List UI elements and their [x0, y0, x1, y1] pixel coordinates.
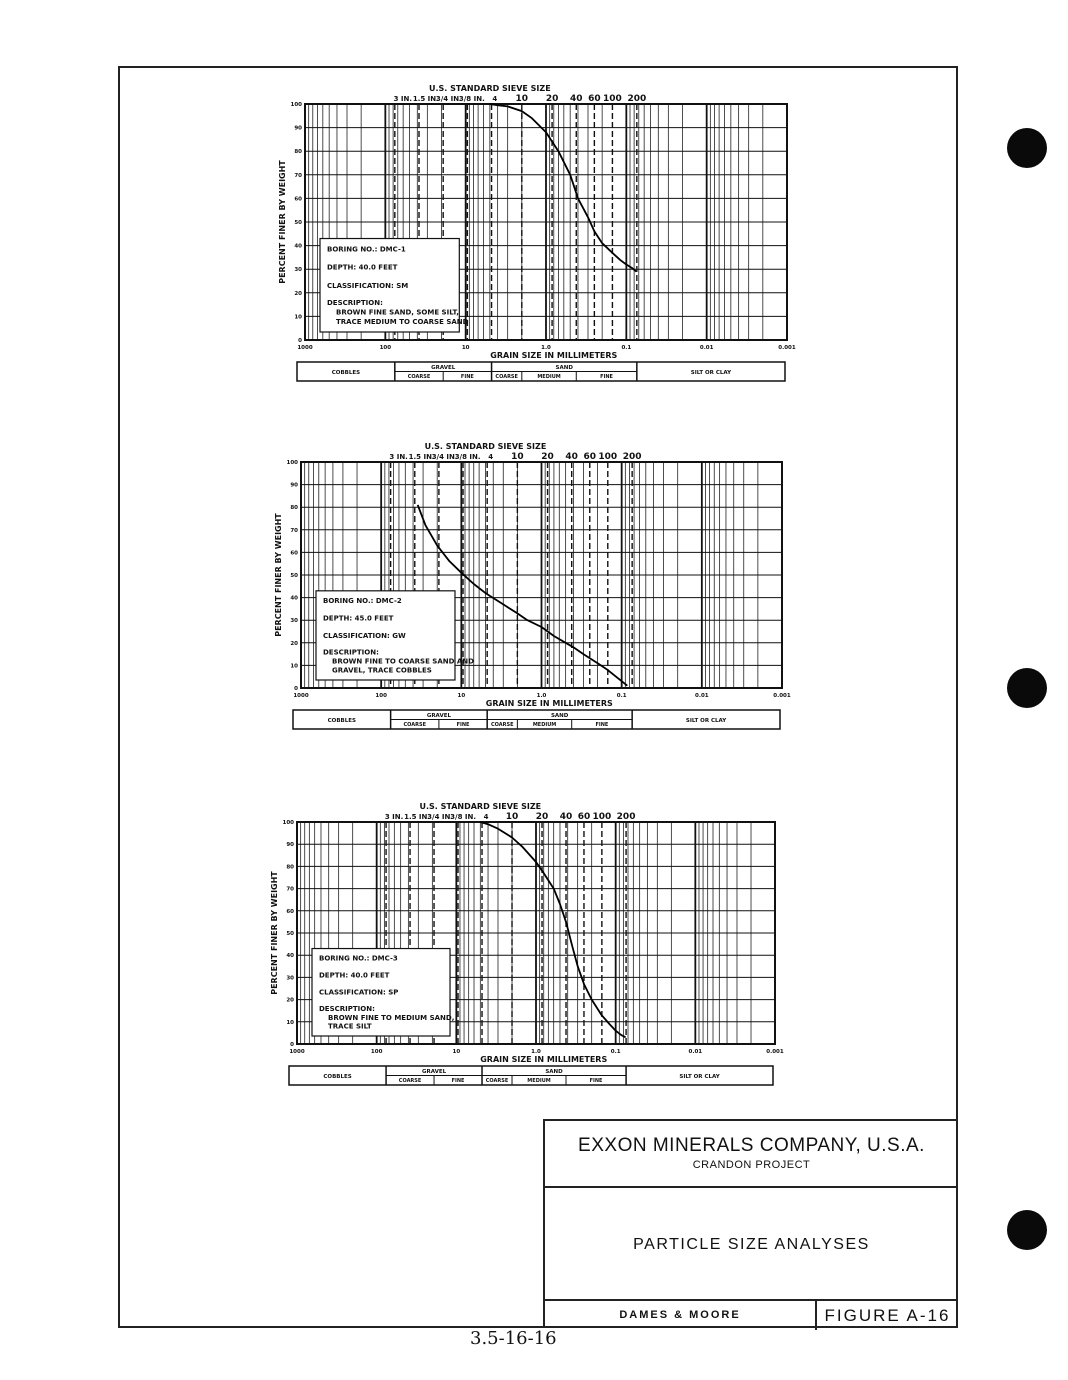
y-tick-label: 30	[294, 267, 302, 274]
soil-bar-silt-clay: SILT OR CLAY	[679, 1074, 720, 1080]
x-tick-label: 0.01	[699, 345, 714, 351]
x-tick-label: 1000	[289, 1049, 305, 1055]
y-tick-label: 20	[286, 997, 294, 1004]
y-tick-label: 50	[286, 931, 294, 937]
soil-bar-cobbles: COBBLES	[323, 1074, 352, 1080]
soil-bar-sand: SAND	[555, 365, 573, 371]
soil-bar-sand-coarse: COARSE	[491, 722, 514, 728]
y-tick-label: 40	[290, 595, 298, 602]
soil-classification: CLASSIFICATION: GW	[323, 631, 406, 640]
y-tick-label: 80	[286, 864, 294, 871]
sieve-label: 10	[515, 94, 529, 104]
sieve-title: U.S. STANDARD SIEVE SIZE	[419, 802, 542, 811]
soil-bar-sand: SAND	[550, 713, 569, 719]
title-block-footer-row	[545, 1301, 958, 1330]
sieve-label: 3/4 IN.	[431, 453, 458, 461]
y-tick-label: 40	[286, 953, 294, 960]
y-tick-label: 50	[290, 573, 298, 579]
x-axis-label: GRAIN SIZE IN MILLIMETERS	[490, 351, 618, 360]
soil-bar-gravel-coarse: COARSE	[398, 1078, 422, 1084]
sieve-label: 60	[577, 812, 591, 822]
sieve-label: 4	[483, 813, 489, 821]
sieve-label: 200	[616, 812, 636, 822]
project-name: CRANDON PROJECT	[692, 1159, 811, 1171]
x-tick-label: 10	[452, 1049, 461, 1055]
soil-bar-gravel-coarse: COARSE	[407, 374, 431, 380]
sieve-label: 200	[627, 94, 647, 104]
y-tick-label: 0	[290, 1042, 294, 1048]
y-tick-label: 70	[290, 527, 298, 534]
sieve-title: U.S. STANDARD SIEVE SIZE	[429, 84, 551, 93]
y-tick-label: 60	[286, 908, 294, 915]
sieve-label: 60	[583, 452, 597, 462]
description-line-2: TRACE MEDIUM TO COARSE SAND	[336, 318, 469, 327]
gradation-curve	[490, 104, 637, 272]
y-tick-label: 100	[290, 102, 302, 108]
soil-bar-gravel-fine: FINE	[451, 1078, 465, 1084]
boring-number: BORING NO.: DMC-1	[327, 245, 406, 254]
soil-bar-sand-medium: MEDIUM	[537, 374, 561, 380]
punch-hole-top-icon	[1007, 128, 1047, 168]
sieve-title: U.S. STANDARD SIEVE SIZE	[424, 442, 547, 451]
chart-2	[274, 442, 791, 729]
soil-bar-sand-fine: FINE	[600, 374, 613, 380]
description-line-2: GRAVEL, TRACE COBBLES	[332, 666, 432, 675]
x-tick-label: 0.1	[616, 693, 627, 699]
y-tick-label: 10	[294, 314, 302, 321]
sieve-label: 40	[565, 452, 578, 462]
y-tick-label: 100	[282, 820, 294, 826]
y-tick-label: 30	[286, 975, 294, 982]
description-line-2: TRACE SILT	[328, 1022, 372, 1031]
y-axis-label: PERCENT FINER BY WEIGHT	[270, 871, 279, 995]
boring-number: BORING NO.: DMC-3	[319, 954, 398, 963]
y-tick-label: 40	[294, 243, 302, 250]
description-line-1: BROWN FINE SAND, SOME SILT,	[336, 308, 459, 317]
sieve-label: 3 IN.	[393, 95, 413, 103]
soil-bar-sand: SAND	[545, 1069, 563, 1075]
y-tick-label: 80	[294, 149, 302, 156]
x-tick-label: 1.0	[541, 345, 551, 351]
x-tick-label: 0.01	[688, 1049, 703, 1055]
x-tick-label: 0.1	[621, 345, 632, 351]
sieve-label: 3 IN.	[384, 813, 404, 821]
page-number: 3.5-16-16	[470, 1328, 557, 1349]
sieve-label: 3 IN.	[389, 453, 408, 461]
x-tick-label: 100	[379, 345, 392, 351]
y-axis-label: PERCENT FINER BY WEIGHT	[274, 513, 283, 637]
title-block	[543, 1119, 958, 1328]
x-tick-label: 1000	[297, 345, 313, 351]
x-tick-label: 1.0	[536, 693, 547, 699]
sieve-label: 4	[492, 95, 498, 103]
sieve-label: 3/4 IN.	[435, 95, 462, 103]
sample-depth: DEPTH: 40.0 FEET	[327, 263, 398, 272]
y-tick-label: 60	[294, 196, 302, 203]
figure-number: FIGURE A-16	[824, 1306, 951, 1325]
y-tick-label: 50	[294, 220, 302, 226]
soil-bar-gravel: GRAVEL	[426, 713, 451, 719]
y-tick-label: 30	[290, 618, 298, 625]
chart-3	[270, 802, 784, 1085]
sieve-label: 4	[488, 453, 494, 461]
sieve-label: 100	[592, 812, 612, 822]
soil-bar-cobbles: COBBLES	[327, 718, 356, 724]
y-tick-label: 0	[298, 338, 302, 344]
soil-bar-sand-medium: MEDIUM	[527, 1078, 551, 1084]
description-label: DESCRIPTION:	[327, 299, 383, 308]
sieve-label: 3/4 IN.	[427, 813, 454, 821]
y-tick-label: 70	[286, 886, 294, 893]
description-line-1: BROWN FINE TO COARSE SAND AND	[332, 657, 474, 666]
soil-bar-sand-medium: MEDIUM	[532, 722, 557, 728]
soil-classification: CLASSIFICATION: SP	[319, 988, 399, 997]
description-line-1: BROWN FINE TO MEDIUM SAND,	[328, 1013, 455, 1022]
sieve-label: 3/8 IN.	[454, 453, 481, 461]
title-block-company-row	[545, 1121, 958, 1188]
title-block-title-row	[545, 1188, 958, 1301]
sieve-label: 1.5 IN.	[408, 453, 435, 461]
sample-depth: DEPTH: 45.0 FEET	[323, 614, 394, 623]
y-tick-label: 20	[290, 640, 298, 647]
soil-bar-gravel: GRAVEL	[421, 1069, 447, 1075]
x-axis-label: GRAIN SIZE IN MILLIMETERS	[485, 699, 613, 708]
sieve-label: 200	[622, 452, 642, 462]
gradation-curve	[480, 822, 625, 1037]
sieve-label: 40	[559, 812, 573, 822]
x-tick-label: 10	[457, 693, 466, 699]
soil-bar-sand-fine: FINE	[595, 722, 609, 728]
x-tick-label: 100	[375, 693, 387, 699]
boring-number: BORING NO.: DMC-2	[323, 597, 402, 606]
sieve-label: 60	[588, 94, 601, 104]
punch-hole-middle-icon	[1007, 668, 1047, 708]
sieve-label: 1.5 IN.	[412, 95, 439, 103]
punch-hole-bottom-icon	[1007, 1210, 1047, 1250]
sieve-label: 40	[570, 94, 583, 104]
soil-bar-silt-clay: SILT OR CLAY	[690, 370, 732, 376]
x-tick-label: 0.001	[778, 345, 796, 351]
y-tick-label: 20	[294, 290, 302, 297]
x-tick-label: 0.01	[695, 693, 709, 699]
sieve-label: 100	[603, 94, 622, 104]
soil-bar-sand-fine: FINE	[589, 1078, 603, 1084]
sieve-label: 10	[511, 452, 524, 462]
soil-bar-cobbles: COBBLES	[331, 370, 361, 376]
soil-classification: CLASSIFICATION: SM	[327, 281, 409, 290]
firm-name: DAMES & MOORE	[545, 1301, 817, 1330]
soil-bar-gravel-fine: FINE	[456, 722, 470, 728]
sieve-label: 1.5 IN.	[404, 813, 431, 821]
soil-bar-sand-coarse: COARSE	[495, 374, 518, 380]
sieve-label: 100	[598, 452, 618, 462]
y-tick-label: 60	[290, 550, 298, 557]
x-axis-label: GRAIN SIZE IN MILLIMETERS	[480, 1055, 608, 1064]
soil-bar-gravel: GRAVEL	[431, 365, 456, 371]
company-name: EXXON MINERALS COMPANY, U.S.A.	[578, 1135, 925, 1156]
sieve-label: 20	[535, 812, 549, 822]
figure-title: PARTICLE SIZE ANALYSES	[633, 1236, 870, 1253]
sample-depth: DEPTH: 40.0 FEET	[319, 971, 390, 980]
sieve-label: 20	[541, 452, 554, 462]
y-tick-label: 100	[286, 460, 298, 466]
y-tick-label: 90	[294, 125, 302, 132]
description-label: DESCRIPTION:	[319, 1004, 375, 1013]
sieve-label: 10	[505, 812, 519, 822]
y-tick-label: 0	[294, 686, 298, 692]
x-tick-label: 1.0	[531, 1049, 541, 1055]
soil-bar-sand-coarse: COARSE	[485, 1078, 509, 1084]
x-tick-label: 10	[461, 345, 470, 351]
y-tick-label: 70	[294, 172, 302, 179]
soil-bar-gravel-fine: FINE	[460, 374, 474, 380]
soil-bar-gravel-coarse: COARSE	[403, 722, 427, 728]
y-tick-label: 10	[290, 663, 298, 670]
description-label: DESCRIPTION:	[323, 648, 379, 657]
y-tick-label: 90	[290, 482, 298, 489]
x-tick-label: 0.1	[610, 1049, 621, 1055]
sieve-label: 3/8 IN.	[458, 95, 485, 103]
sieve-label: 3/8 IN.	[450, 813, 477, 821]
x-tick-label: 0.001	[773, 693, 791, 699]
chart-1	[278, 84, 796, 381]
sieve-label: 20	[545, 94, 559, 104]
y-tick-label: 90	[286, 842, 294, 849]
x-tick-label: 1000	[293, 693, 309, 699]
y-tick-label: 10	[286, 1019, 294, 1026]
x-tick-label: 0.001	[766, 1049, 784, 1055]
y-axis-label: PERCENT FINER BY WEIGHT	[278, 160, 287, 284]
x-tick-label: 100	[370, 1049, 383, 1055]
soil-bar-silt-clay: SILT OR CLAY	[685, 718, 727, 724]
y-tick-label: 80	[290, 505, 298, 512]
